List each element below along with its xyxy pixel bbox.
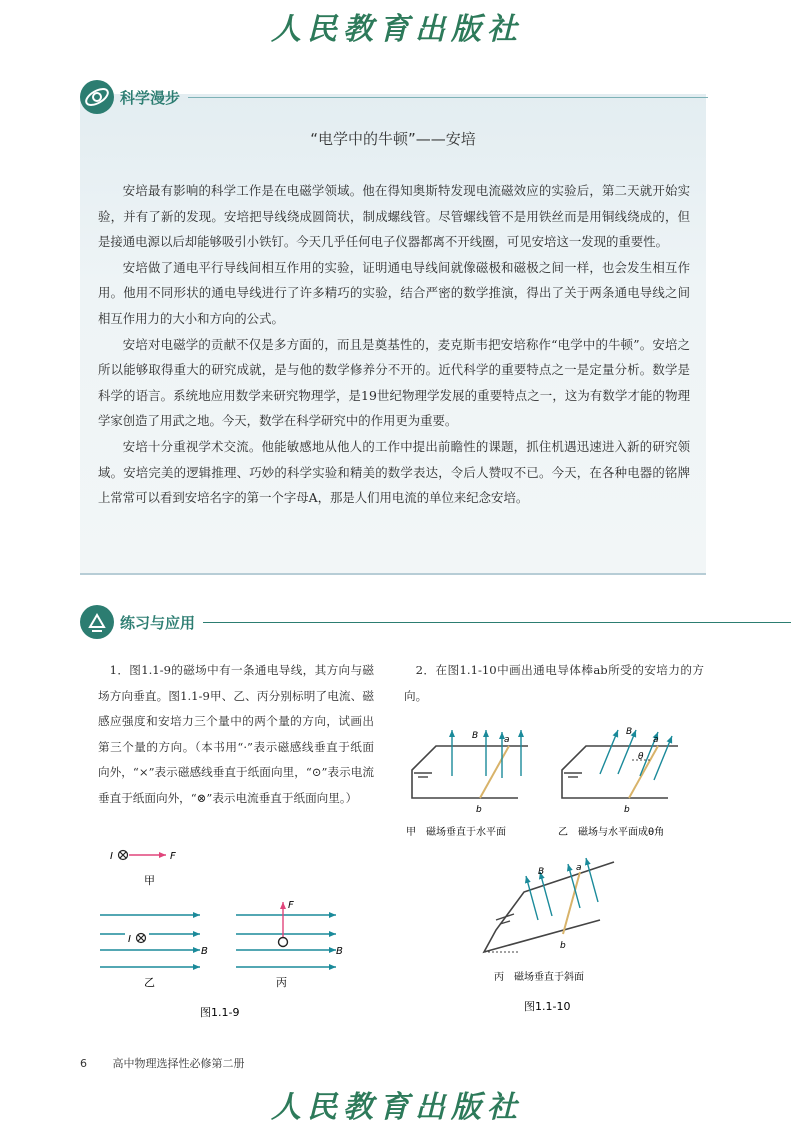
fig10-yi-field-lines: [600, 730, 672, 780]
fig9-caption: 图1.1-9: [200, 1006, 240, 1018]
figure-1-1-10: [400, 720, 700, 1020]
fig9-bing-B-label: B: [336, 946, 343, 957]
fig10-jia-circuit: [412, 746, 528, 798]
stroll-header-rule: [188, 97, 708, 98]
fig10-jia-rod: [480, 746, 509, 798]
article-title: “电学中的牛顿”——安培: [310, 130, 476, 148]
fig10-bing-a-label: a: [576, 863, 582, 873]
fig9-yi-I-label: I: [128, 934, 131, 945]
fig10-yi-caption: 乙 磁场与水平面成θ角: [558, 827, 665, 838]
practice-title: 练习与应用: [120, 613, 196, 632]
fig10-caption: 图1.1-10: [524, 1000, 571, 1013]
fig10-bing-caption: 丙 磁场垂直于斜面: [494, 972, 584, 983]
book-title: 高中物理选择性必修第二册: [112, 1057, 245, 1070]
fig10-yi-theta-label: θ: [638, 752, 644, 762]
fig10-jia-B-label: B: [472, 731, 479, 741]
stroll-box-bottom-line: [80, 573, 706, 575]
atom-icon: [80, 80, 114, 114]
article-paragraph: 安培对电磁学的贡献不仅是多方面的，而且是奠基性的，麦克斯韦把安培称作“电学中的牛顿”。安培之所以能够取得重大的研究成就，是与他的数学修养分不开的。近代科学的重要特点之一是定量分析。数学是科学的语言。系统地应用数学来研究物理学，是19世纪物理学发展的重要特点之一，这为有数学才能的物理学家创造了用武之地。今天，数学在科学研究中的作用更为重要。: [98, 336, 690, 429]
fig10-jia-b-label: b: [476, 805, 482, 815]
fig10-bing-b-label: b: [560, 941, 566, 951]
publisher-logo-bottom: 人民教育出版社: [271, 1090, 523, 1125]
battery-icon: [564, 773, 582, 777]
exercise-2-text: 2．在图1.1-10中画出通电导体棒ab所受的安培力的方向。: [404, 663, 704, 703]
fig9-yi-B-label: B: [201, 946, 208, 957]
fig10-jia-field-lines: [452, 730, 521, 778]
article-paragraph: 安培十分重视学术交流。他能敏感地从他人的工作中提出前瞻性的课题，抓住机遇迅速进入新的研究领域。安培完美的逻辑推理、巧妙的科学实验和精美的数学表达，令后人赞叹不已。今天，在各种电器的铭牌上常常可以看到安培名字的第一个字母A，那是人们用电流的单位来纪念安培。: [98, 438, 690, 506]
current-into-page-icon: [119, 851, 128, 860]
exercise-2: [404, 658, 704, 709]
figure-1-1-9: [90, 838, 380, 1018]
fig10-yi-a-label: a: [653, 735, 659, 745]
fig9-yi-label: 乙: [144, 976, 155, 989]
fig9-jia-I-label: I: [110, 851, 113, 862]
article-body: [98, 178, 690, 511]
practice-icon: [80, 605, 114, 639]
fig9-jia-label: 甲: [144, 874, 155, 887]
page-footer: [80, 1055, 245, 1071]
current-out-of-page-icon: [279, 938, 288, 947]
fig9-yi-field-lines: [100, 915, 200, 967]
fig10-yi-b-label: b: [624, 805, 630, 815]
article-paragraph: 安培最有影响的科学工作是在电磁学领域。他在得知奥斯特发现电流磁效应的实验后，第二天就开始实验，并有了新的发现。安培把导线绕成圆筒状，制成螺线管。尽管螺线管不是用铁丝而是用铜线绕成的，但是接通电源以后却能够吸引小铁钉。今天几乎任何电子仪器都离不开线圈，可见安培这一发现的重要性。: [98, 183, 690, 250]
practice-header-rule: [203, 622, 791, 623]
fig10-yi-circuit: [562, 746, 678, 798]
science-stroll-title: 科学漫步: [120, 88, 181, 107]
battery-icon: [414, 773, 432, 777]
practice-header: [80, 605, 791, 639]
fig10-bing-field-lines: [526, 858, 598, 920]
fig9-jia-F-label: F: [170, 851, 176, 862]
exercise-1: [98, 658, 374, 811]
fig10-jia-caption: 甲 磁场垂直于水平面: [406, 827, 506, 838]
fig10-jia-a-label: a: [504, 735, 510, 745]
fig10-yi-B-label: B: [626, 727, 633, 737]
publisher-logo-top: 人民教育出版社: [271, 12, 523, 47]
fig9-bing-label: 丙: [276, 976, 287, 989]
fig10-bing-B-label: B: [538, 867, 545, 877]
science-stroll-header: [80, 80, 708, 114]
fig9-bing-F-label: F: [288, 900, 294, 911]
article-paragraph: 安培做了通电平行导线间相互作用的实验，证明通电导线间就像磁极和磁极之间一样，也会发生相互作用。他用不同形状的通电导线进行了许多精巧的实验，结合严密的数学推演，得出了关于两条通电导线之间相互作用力的大小和方向的公式。: [98, 259, 690, 326]
page-number: 6: [80, 1057, 87, 1070]
fig10-bing-rod: [563, 872, 580, 934]
exercise-1-text: 1．图1.1-9的磁场中有一条通电导线，其方向与磁场方向垂直。图1.1-9甲、乙、丙分别标明了电流、磁感应强度和安培力三个量中的两个量的方向，试画出第三个量的方向。（本书用“·”表示磁感线垂直于纸面向外，“×”表示磁感线垂直于纸面向里，“⊙”表示电流垂直于纸面向外，“⊗”表示电流垂直于纸面向里。）: [98, 663, 374, 805]
